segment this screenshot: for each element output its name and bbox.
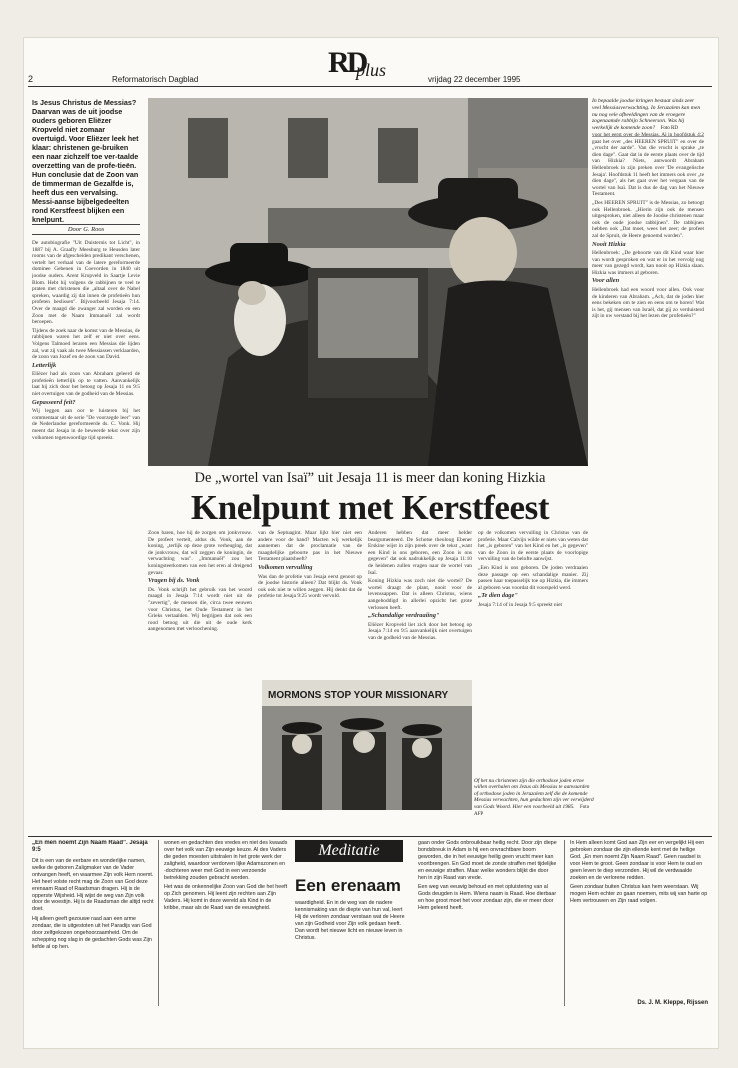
meditation-column-5: [570, 840, 708, 996]
paragraph: Eliëzer had als zoon van Abraham geleerd de profetieën letterlijk op te vatten. Aanvankelijk laat hij zich door het betoog op Jesaja 11 en 9:5 niet overtuigen van de godheid van de Messias.: [32, 371, 140, 398]
column-rule: [564, 840, 565, 1006]
paragraph: waardigheid. En in de weg van de nadere kennismaking van de diepte van hun val, leert Hij de verloren zondaar verstaan wat de Heere van zijn Godheid voor Zijn volk gedaan heeft. Dan wordt het nieuwe licht en nieuwe leven in Christus.: [295, 900, 405, 941]
banner-text: MORMONS STOP YOUR MISSIONARY: [268, 690, 449, 701]
meditation-signature: Ds. J. M. Kleppe, Rijssen: [637, 1000, 708, 1006]
paragraph: Ds. Vonk schrijft het gebruik van het woord maagd in Jesaja 7:14 wordt niet uit de "zevertig", de mensen die, circa twee eeuwen voor Christus, het Oude Testament in het Grieks vertaalden. Wij begrijpen dat ook een rood betoog uit die uit de oude kerk aangenomen met verloochening.: [148, 586, 252, 633]
meditation-column-1: [32, 840, 154, 1010]
article-column-1: [32, 240, 140, 830]
article-column-3: [258, 530, 362, 676]
paragraph: Geen zondaar buiten Christus kan hem weerstaan. Wij mogen Hem echter zo gaan noemen, mits wij van harte op Hem vertrouwen en Zijn raad volgen.: [570, 884, 708, 905]
article-column-6: [592, 132, 704, 832]
paragraph: Het was de onkennelijke Zoon van God die het heeft op Zich genomen. Hij leent zijn rechten aan Zijn Vaders. Hij komt in deze wereld als Kind in de kribbe, maar als de Raad van de eeuwigheid.: [164, 884, 288, 912]
section-heading: „Te dien dage": [478, 592, 518, 600]
section-heading: Voor allen: [592, 277, 620, 285]
paragraph: „Des HEEREN SPRUIT" is de Messias, zo betoogt ook Hellenbroek. „Hierin zijn ook de mensen uitgesproken, niet alleen de Joodse christenen maar ook de oude joodse rabbijnen". De rabbijnen hebben ook „Dat moet, wees het zeer; de profeet zal de Spruit, de Heere genoemd worden".: [592, 199, 704, 239]
section-heading: Letterlijk: [32, 361, 57, 369]
main-photo: [148, 98, 588, 466]
photo-credit: Foto RD: [660, 126, 679, 132]
photo-credit: Foto AFP: [474, 804, 590, 818]
meditation-column-3: [295, 900, 409, 1006]
paragraph: wonen en gedachten des vredes en niet des kwaads over het volk van Zijn eeuwige keuze. Al des Vaders die geden moesten uitstralen in het grote werk der zaligheid, waardoor verdorven lijke Adamszonen en -dochteren weer met God in een verzoende betrekking zouden gebracht worden.: [164, 840, 288, 881]
byline: Door G. Roos: [32, 224, 140, 235]
column-rule: [158, 840, 159, 1006]
meditatie-section-label: Meditatie: [295, 840, 403, 862]
paragraph: op de volkomen vervulling in Christus van de profetie. Maar Calvijn wilde er niets van weten dat het „is geboren" van het Kind en het „is gegeven" van de Zoon in de eerste plaats de voorlopige vervulling van de belofte aanwijst.: [478, 530, 588, 563]
paragraph: Hellenbroek had een woord voor allen. Ook voor de kinderen van Abraham. „Ach, dat de joden hier eens bekeken om te zien en eens om te horen! Wat is het, gij mensen van Israël, dat gij zo verduisterd zijt in uw verstand bij het lezen der profetieën?": [592, 287, 704, 320]
masthead: [28, 76, 712, 87]
paragraph: Jesaja 7:14 of in Jesaja 9:5 spreekt niet: [478, 601, 562, 608]
paper-name: Reformatorisch Dagblad: [112, 75, 199, 84]
paragraph: De autobiografie "Uit Duisternis tot Licht", in 1887 bij A. Graafly Meesburg te Heusden later rooms van de afgescheiden predikant verschenen, vertelt het verhaal van de latere gereformeerde dominee Gebenen in Coevorden in 1840 uit joodse ouders. Arent Kropveld in Saartje Levie Blom. Hebt hij volgens de rabbijnen te veel te praten met christenen die „altaal over de Nabel spreken, waardig zij dat innen de profetieën hun profeten beslissen". Bijvoorbeeld Jesaja 7:14. Over de maagd die zwanger zal worden en een Zoon met de Naam Immanuël zal wordt beroepen.: [32, 240, 140, 326]
caption-text: Of het nu christenen zijn die orthodoxe joden ertoe willen overhalen om Jezus als Messias te aanvaarden of orthodoxe joden in Jeruzalem zelf die de komende Messias verwachten, hun gedachten zijn ver verwijderd van Gods Woord. Hier een voorbeeld uit 1985.: [474, 778, 594, 810]
paragraph: Koning Hizkia was zoch niet die wortel? De wortel draagt de plant, nooit voor de levenssappen. Dat is alleen Christus, wiens aangeboddigd in allerlei opzicht het grote verlossen heeft.: [368, 578, 472, 611]
paragraph: Zoon baren, hoe hij de zorgen om jonkvrouw. De profeet vertelt, aldus ds. Vonk, aan de koning, „terlijk op deze grote verheuging, dat de jonkvrouw, dat wil zeggen de koningin, de verwachting was". „Immanuël" zou het koningsteerkomen van een het eren al dreigend gevaar.: [148, 530, 252, 576]
photo-rabbi-with-car: [148, 98, 588, 466]
paragraph: Hellenbroek: „De geboorte van dit Kind waar hier van wordt gesproken en wat er in het vervolg nog meer van gezegd wordt, kan nooit op Hizkia slaan. Hizkia was immers al geboren.: [592, 250, 704, 276]
paragraph: Tijdens de zoek naar de komst van de Messias, de rabbijnen waren het zelf er niet over eens. Volgens Talmoed leraren een Messias die lijden zal, wat zij vaak als twee Messiassen verklaarden, de zoon van Jozef en de zoon van David.: [32, 327, 140, 361]
article-subheadline: De „wortel van Isaï” uit Jesaja 11 is meer dan koning Hizkia: [194, 470, 546, 486]
paragraph: gaan onder Gods onbrouikbaar heilig recht. Door zijn diepe bondsbreuk in Adam is hij een onvrachtbare boom geworden, die in het eeuwige heilig geen vrucht meer kan voortbrengen. En God moet de zonde straffen met tijdelijke en eeuwige straffen. Maar welke wonders blijkt die door hen in zijn Raad van vrede.: [418, 840, 557, 881]
page-number: 2: [28, 74, 34, 84]
article-column-4: [368, 530, 472, 676]
paragraph: Een weg van eeuwig behoud en met opluistering van al Gods deugden is Hem. Wiens naam is Raad. Hoe dierbaar en hoe groot moet het voor zondaar zijn, die er meer door Hem geleerd heeft.: [418, 884, 557, 912]
meditation-column-2: [164, 840, 288, 1010]
paragraph: voor het eerst over de Messias. Al in hoofdstuk 4:2 gaat het over „des HEEREN SPRUIT" en over de „vrucht der aarde". Van die vrucht is sprake „te dien dage". Gaat dat in de eerste plaats over de tijd van Hizkia? Niets, antwoordt Abraham Hellenbroek in zijn preken over 'De evangelische Jesaja'. Hoofdstuk 11 heeft het immers ook over „te dien dage", als het gaat over het vergaan van de wortel van Isaï. Dat is dus de dag van het Nieuwe Testament.: [592, 132, 704, 198]
paragraph: van de Septuagint. Maar lijkt hier niet een andere voor de hand? Macten wij werkelijk aannemen dat de proclamatie van de maagdelijke geboorte pas in het Nieuwe Testament plaatsheeft?: [258, 530, 362, 563]
article-headline: Knelpunt met Kerstfeest: [190, 488, 550, 527]
section-heading: Volkomen vervulling: [258, 563, 313, 571]
article-column-5: [478, 530, 588, 774]
article-column-2: [148, 530, 252, 830]
scripture-heading: „En men noemt Zijn Naam Raad”. Jesaja 9:5: [32, 840, 148, 853]
paragraph: Wij leggen aan oor te luisteren bij het commentaar uit de serie "De voorzegde leer" van de Nederlandse gereformeerde ds. C. Vonk. Hij meent dat Jesaja in de beweerde tekst over zijn volkomen tegenwoordige tijd spreekt.: [32, 408, 140, 441]
meditation-title: Een erenaam: [295, 876, 401, 895]
section-heading: Nooit Hizkia: [592, 240, 626, 248]
paragraph: In Hem alleen komt God aan Zijn eer en vergelijkt Hij een gebroken zondaar die zijn ellende kent met de heilige God. „En men noemt Zijn Naam Raad". Geen raadsel is voor Hem te groot. Geen zondaar is voor Hem te oud en geen leven te diep verzonden. Hij wil de verdwaalde zoeken en de verlorene redden.: [570, 840, 705, 881]
section-heading: „Schandalige verdraaiing": [368, 612, 440, 620]
issue-date: vrijdag 22 december 1995: [428, 75, 521, 84]
paragraph: Dit is een van de eerbare en wonderlijke namen, welke de geboren Zaligmaker van de Vader ontvangen heeft, en waarmee Zijn volk Hem noemt. Het heet volste recht mag de Zoon van God deze erenaam Raad of Raadsman dragen. Hij is de opperste Wijsheid. Hij wijst de weg van Zijn volk door de woestijn. Hij is de Raadsman die altijd recht doet.: [32, 858, 154, 913]
paragraph: Was dan de profetie van Jesaja eerst genoot op de joodse historie alleen? Dat blijkt ds. Vonk ook ook niet te willen zeggen. Hij denkt dat de profetie tot Jesaja 9:25 wordt vervuld.: [258, 573, 362, 600]
small-photo-caption: [474, 778, 594, 818]
photo-protest-banner: [262, 680, 472, 810]
paragraph: Eliëzer Kropveld liet zich door het betoog op Jesaja 7:14 en 9:5 aanvankelijk niet overtuigen van de godheid van de Messias.: [368, 621, 472, 641]
rdplus-logo: RD plus: [328, 46, 387, 80]
mormon-protest-photo: [262, 680, 472, 810]
section-divider: [28, 836, 712, 837]
paragraph: Anderen hebben dat meer helder beargumenteerd. De Schotse theoloog Ebener Erskine wijst in zijn preek over de tekst „want een Kind is ons geboren, een Zoon is ons gegeven" dat ook nadrukkelijk op Jesaja 11:10 de heidenen zullen vragen naar de wortel van Isaï.: [368, 530, 472, 576]
section-heading: Vragen bij ds. Vonk: [148, 577, 200, 585]
article-intro: Is Jesus Christus de Messias? Daarvan was de uit joodse ouders geboren Eliëzer Kropveld niet zomaar overtuigd. Voor Eliëzer leek het klaar: christenen ge-bruiken een naar zichzelf toe ver-taalde overzetting van de profe-tieën. Hun conclusie dat de Zoon van de timmerman de Gezalfde is, heeft dus een vervalsing. Messi-aanse bijbelgedeelten rond Kerstfeest blijken een knelpunt.: [32, 98, 139, 224]
meditation-column-4: [418, 840, 558, 1010]
paragraph: „Een Kind is ons geboren. De joden verdraaien deze passage op een schandalige manier. Zij passen haar toepasselijk toe op Hizkia, die immers al geboren was voordat dit voorspeld werd.: [478, 564, 588, 591]
paragraph: Hij alleen geeft gezouwe raad aan een arme zondaar, die is uitgestoten uit het Paradijs van God door zelfgekozen ongehoorzaamheid. Om de schepping nog slag in de gedachten Gods was Zijn liefde al op hen.: [32, 916, 152, 950]
section-heading: Gepasseerd feit?: [32, 398, 76, 406]
caption-text: In bepaalde joodse kringen bestaat sinds zeer veel Messiasverwachting. In Jeruzalem kan men nu nog vele afbeeldingen van de vroegere zogenaamde rabbijn Schneerson. Was hij werkelijk de komende zoon?: [592, 98, 701, 132]
